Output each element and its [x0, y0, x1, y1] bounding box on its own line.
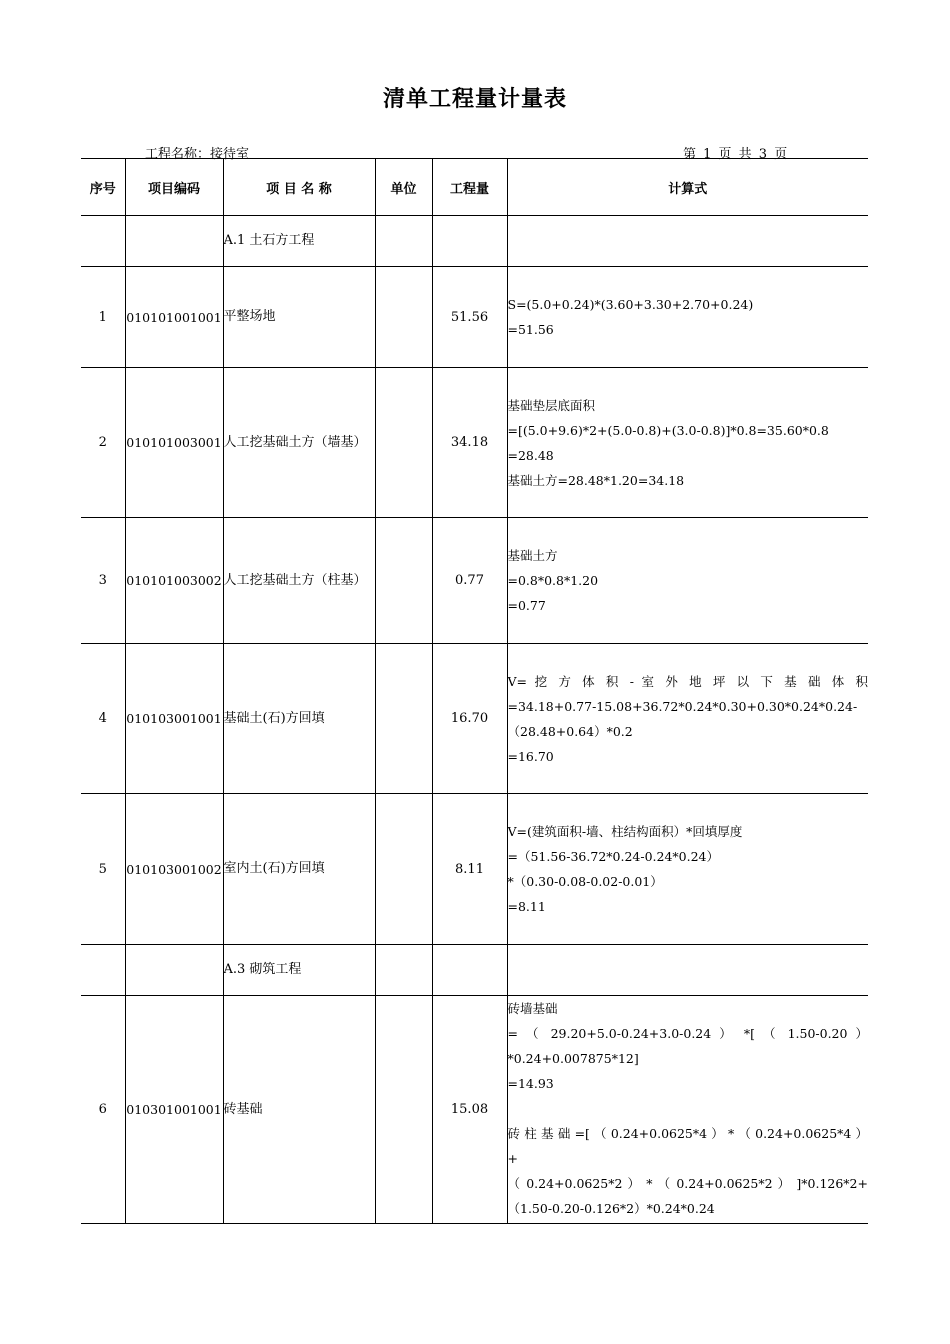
row-unit	[375, 794, 432, 945]
calc-line: 砖墙基础	[507, 1001, 558, 1016]
row-name: 砖基础	[223, 996, 375, 1224]
row-calc	[507, 267, 868, 368]
calc-line: S=(5.0+0.24)*(3.60+3.30+2.70+0.24)	[507, 297, 754, 312]
row-unit	[375, 518, 432, 644]
table-header-row	[81, 159, 868, 216]
row-unit	[375, 267, 432, 368]
row-code: 010301001001	[125, 996, 223, 1224]
header-name: 项 目 名 称	[223, 159, 375, 216]
calc-line: （1.50-0.20-0.126*2）*0.24*0.24	[507, 1201, 715, 1216]
header-unit: 单位	[375, 159, 432, 216]
quantity-table	[81, 158, 868, 1224]
row-qty: 16.70	[432, 644, 507, 794]
table-row	[81, 368, 868, 518]
row-name: 基础土(石)方回填	[223, 644, 375, 794]
row-name: 室内土(石)方回填	[223, 794, 375, 945]
row-name: 平整场地	[223, 267, 375, 368]
calc-line: 基础土方=28.48*1.20=34.18	[507, 472, 685, 488]
project-name-label: 工程名称：接待室	[145, 147, 250, 162]
row-seq: 4	[81, 644, 125, 794]
calc-line: V=(建筑面积-墙、柱结构面积）*回填厚度	[507, 824, 743, 839]
row-qty: 34.18	[432, 368, 507, 518]
header-seq: 序号	[81, 159, 125, 216]
row-name: 人工挖基础土方（柱基）	[223, 518, 375, 644]
table-row	[81, 644, 868, 794]
calc-line: =0.8*0.8*1.20	[507, 573, 599, 588]
row-unit	[375, 644, 432, 794]
row-name: 人工挖基础土方（墙基）	[223, 368, 375, 518]
row-qty: 15.08	[432, 996, 507, 1224]
header-code: 项目编码	[125, 159, 223, 216]
section-row-a1	[81, 216, 868, 267]
section-row-a3	[81, 945, 868, 996]
calc-line: V= 挖 方 体 积 - 室 外 地 坪 以 下 基 础 体 积	[507, 673, 868, 689]
calc-line: 砖 柱 基 础 =[ （ 0.24+0.0625*4 ） * （ 0.24+0.0625*4 ） +	[507, 1126, 868, 1166]
calc-line: *0.24+0.007875*12]	[507, 1051, 639, 1066]
row-qty: 51.56	[432, 267, 507, 368]
calc-line: （ 0.24+0.0625*2 ） * （ 0.24+0.0625*2 ） ]*0.126*2+	[507, 1176, 868, 1191]
calc-line: =8.11	[507, 899, 546, 914]
table-row	[81, 794, 868, 945]
row-seq: 2	[81, 368, 125, 518]
row-unit	[375, 368, 432, 518]
row-qty: 8.11	[432, 794, 507, 945]
calc-line: =14.93	[507, 1076, 554, 1091]
row-code: 010103001001	[125, 644, 223, 794]
calc-line: 基础垫层底面积	[507, 397, 596, 413]
row-seq: 6	[81, 996, 125, 1224]
row-code: 010101003002	[125, 518, 223, 644]
calc-line: *（0.30-0.08-0.02-0.01）	[507, 874, 663, 889]
calc-line: 基础土方	[507, 548, 558, 563]
row-seq: 5	[81, 794, 125, 945]
row-unit	[375, 996, 432, 1224]
row-code: 010101003001	[125, 368, 223, 518]
calc-line: =（51.56-36.72*0.24-0.24*0.24）	[507, 849, 719, 864]
section-title: A.1 土石方工程	[223, 216, 375, 267]
row-seq: 1	[81, 267, 125, 368]
row-calc	[507, 794, 868, 945]
section-title: A.3 砌筑工程	[223, 945, 375, 996]
table-row	[81, 267, 868, 368]
header-calc: 计算式	[507, 159, 868, 216]
row-code: 010101001001	[125, 267, 223, 368]
calc-line: （28.48+0.64）*0.2	[507, 723, 633, 739]
calc-blank-line	[508, 1096, 869, 1121]
document-title: 清单工程量计量表	[382, 87, 567, 112]
calc-line: =[(5.0+9.6)*2+(5.0-0.8)+(3.0-0.8)]*0.8=35.60*0.8	[507, 422, 829, 438]
calc-line: =16.70	[507, 748, 554, 764]
table-row	[81, 518, 868, 644]
row-code: 010103001002	[125, 794, 223, 945]
calc-line: =28.48	[507, 447, 554, 463]
table-row	[81, 996, 868, 1224]
row-qty: 0.77	[432, 518, 507, 644]
header-qty: 工程量	[432, 159, 507, 216]
page-info: 第 1 页 共 3 页	[683, 147, 788, 162]
calc-line: = （ 29.20+5.0-0.24+3.0-0.24 ） *[ （ 1.50-0.20 ）	[507, 1026, 868, 1041]
row-seq: 3	[81, 518, 125, 644]
row-calc	[507, 368, 868, 518]
row-calc	[507, 996, 868, 1224]
calc-line: =0.77	[507, 598, 546, 613]
calc-line: =51.56	[507, 322, 554, 337]
row-calc	[507, 644, 868, 794]
calc-line: =34.18+0.77-15.08+36.72*0.24*0.30+0.30*0.24*0.24-	[507, 698, 858, 714]
row-calc	[507, 518, 868, 644]
